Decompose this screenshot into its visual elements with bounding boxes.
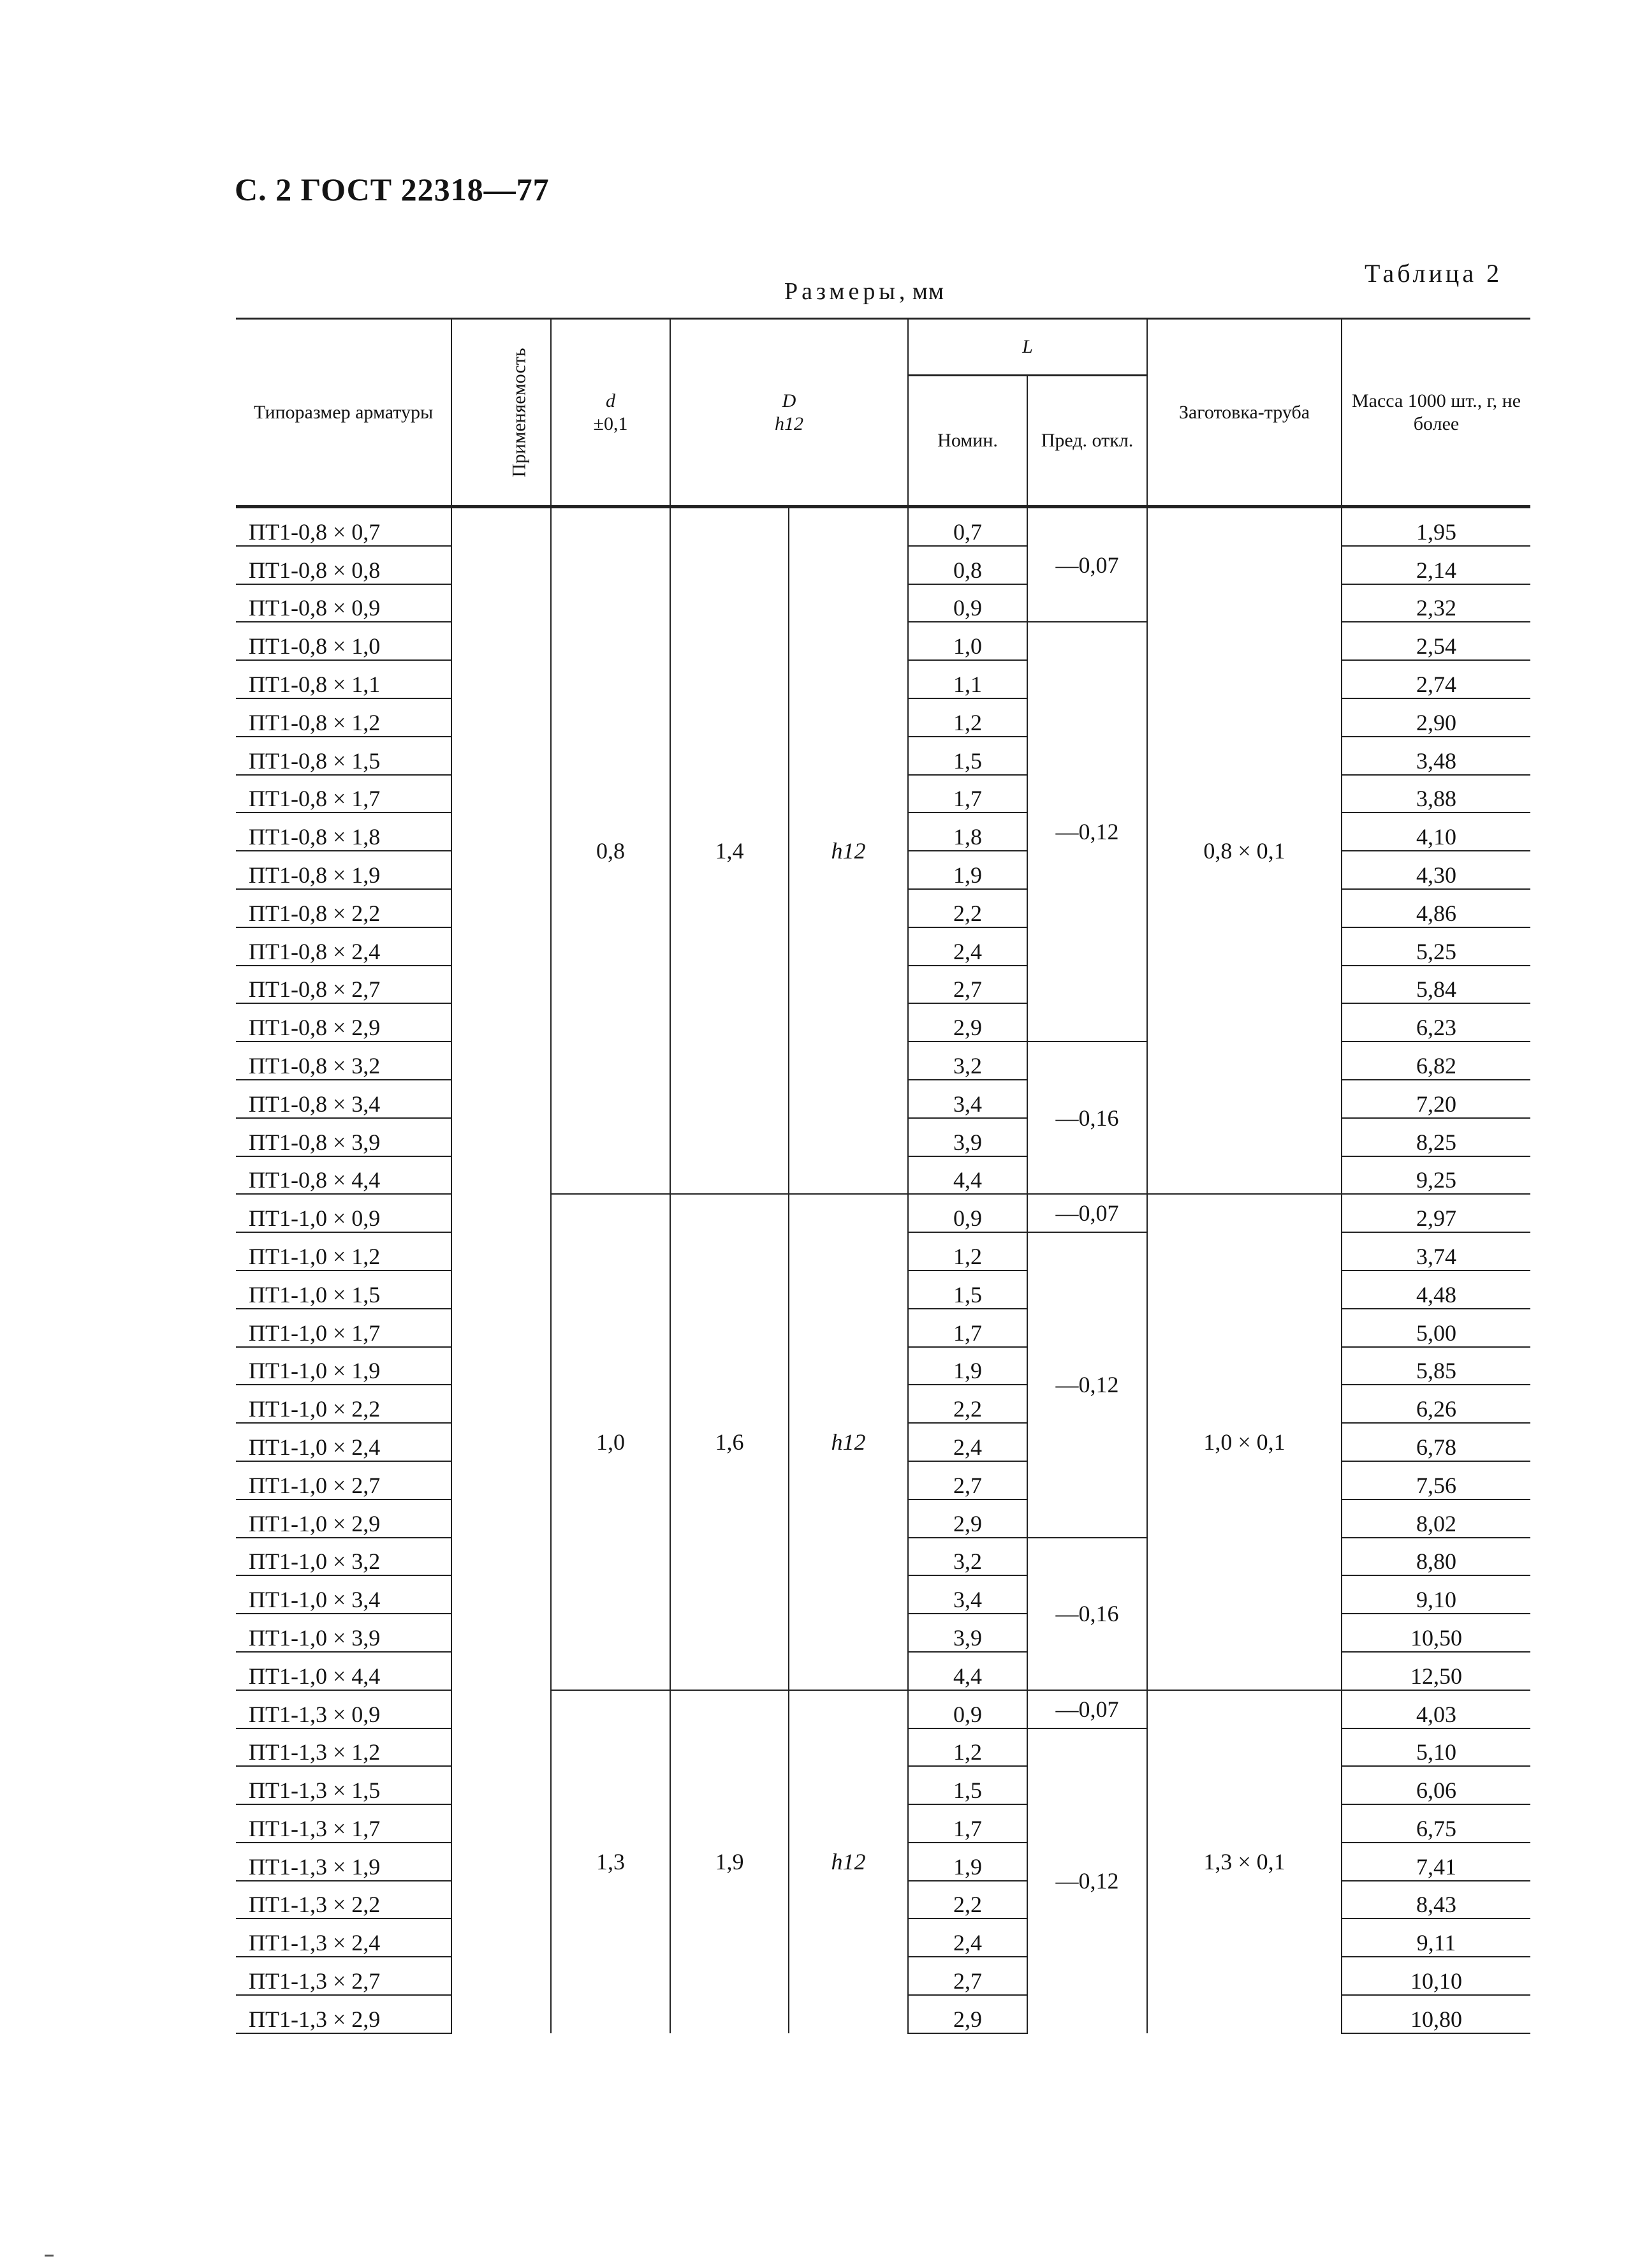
cell-nominal-L: 3,4: [908, 1080, 1027, 1118]
cell-type: ПТ1-0,8 × 2,2: [236, 889, 451, 927]
cell-deviation: —0,12: [1027, 622, 1147, 1042]
cell-applicability: [451, 775, 551, 813]
cell-mass: 4,30: [1342, 851, 1530, 889]
cell-applicability: [451, 1347, 551, 1385]
cell-nominal-L: 3,9: [908, 1614, 1027, 1652]
cell-nominal-L: 1,0: [908, 622, 1027, 660]
cell-deviation: —0,12: [1027, 1728, 1147, 2033]
cell-type: ПТ1-0,8 × 0,8: [236, 546, 451, 584]
cell-applicability: [451, 1843, 551, 1881]
cell-mass: 5,00: [1342, 1309, 1530, 1347]
cell-applicability: [451, 1194, 551, 1232]
cell-applicability: [451, 1232, 551, 1270]
cell-tolerance: h12: [789, 507, 908, 1195]
cell-d: 1,0: [551, 1194, 670, 1690]
cell-type: ПТ1-1,0 × 1,2: [236, 1232, 451, 1270]
cell-type: ПТ1-0,8 × 1,7: [236, 775, 451, 813]
cell-applicability: [451, 1118, 551, 1156]
cell-nominal-L: 4,4: [908, 1652, 1027, 1690]
cell-mass: 5,25: [1342, 927, 1530, 966]
units-suffix: , мм: [898, 278, 945, 305]
cell-type: ПТ1-0,8 × 0,7: [236, 507, 451, 546]
cell-type: ПТ1-1,0 × 3,4: [236, 1575, 451, 1614]
cell-mass: 9,11: [1342, 1918, 1530, 1957]
cell-type: ПТ1-1,3 × 1,7: [236, 1804, 451, 1843]
cell-blank-tube: 1,3 × 0,1: [1147, 1690, 1342, 2033]
cell-applicability: [451, 584, 551, 622]
cell-type: ПТ1-1,3 × 1,5: [236, 1766, 451, 1804]
cell-type: ПТ1-0,8 × 4,4: [236, 1156, 451, 1195]
cell-mass: 4,48: [1342, 1270, 1530, 1309]
cell-type: ПТ1-0,8 × 3,4: [236, 1080, 451, 1118]
cell-type: ПТ1-1,0 × 2,2: [236, 1385, 451, 1423]
cell-applicability: [451, 698, 551, 737]
cell-type: ПТ1-1,0 × 1,5: [236, 1270, 451, 1309]
cell-mass: 2,14: [1342, 546, 1530, 584]
cell-type: ПТ1-1,0 × 3,9: [236, 1614, 451, 1652]
cell-applicability: [451, 851, 551, 889]
cell-nominal-L: 1,7: [908, 1309, 1027, 1347]
cell-type: ПТ1-0,8 × 2,7: [236, 966, 451, 1004]
cell-mass: 5,10: [1342, 1728, 1530, 1767]
cell-applicability: [451, 1156, 551, 1195]
cell-nominal-L: 3,2: [908, 1042, 1027, 1080]
cell-nominal-L: 0,9: [908, 584, 1027, 622]
units-caption: [784, 277, 944, 306]
cell-type: ПТ1-0,8 × 1,9: [236, 851, 451, 889]
cell-mass: 2,74: [1342, 660, 1530, 698]
cell-type: ПТ1-0,8 × 2,4: [236, 927, 451, 966]
page-edge-mark: [45, 2255, 54, 2257]
cell-nominal-L: 2,7: [908, 1461, 1027, 1499]
cell-type: ПТ1-1,3 × 2,4: [236, 1918, 451, 1957]
cell-D: 1,4: [670, 507, 789, 1195]
cell-nominal-L: 0,8: [908, 546, 1027, 584]
cell-mass: 5,85: [1342, 1347, 1530, 1385]
table-row: [236, 1690, 1530, 1728]
cell-type: ПТ1-1,3 × 1,2: [236, 1728, 451, 1767]
cell-nominal-L: 3,9: [908, 1118, 1027, 1156]
cell-nominal-L: 1,8: [908, 813, 1027, 851]
cell-applicability: [451, 660, 551, 698]
cell-deviation: —0,16: [1027, 1538, 1147, 1690]
cell-applicability: [451, 1003, 551, 1042]
cell-nominal-L: 1,9: [908, 1843, 1027, 1881]
cell-nominal-L: 1,5: [908, 1766, 1027, 1804]
cell-nominal-L: 3,4: [908, 1575, 1027, 1614]
cell-nominal-L: 1,2: [908, 1232, 1027, 1270]
cell-type: ПТ1-1,0 × 3,2: [236, 1538, 451, 1576]
cell-nominal-L: 2,2: [908, 1881, 1027, 1919]
cell-nominal-L: 2,4: [908, 1918, 1027, 1957]
cell-nominal-L: 1,9: [908, 851, 1027, 889]
cell-applicability: [451, 1042, 551, 1080]
cell-mass: 2,54: [1342, 622, 1530, 660]
cell-deviation: —0,16: [1027, 1042, 1147, 1194]
cell-type: ПТ1-1,3 × 0,9: [236, 1690, 451, 1728]
cell-type: ПТ1-1,3 × 1,9: [236, 1843, 451, 1881]
cell-applicability: [451, 1918, 551, 1957]
cell-mass: 6,06: [1342, 1766, 1530, 1804]
cell-mass: 6,75: [1342, 1804, 1530, 1843]
table-row: [236, 1194, 1530, 1232]
cell-applicability: [451, 1538, 551, 1576]
cell-applicability: [451, 622, 551, 660]
cell-type: ПТ1-0,8 × 3,2: [236, 1042, 451, 1080]
table-label: Таблица 2: [1365, 259, 1503, 288]
cell-mass: 3,74: [1342, 1232, 1530, 1270]
cell-applicability: [451, 1499, 551, 1538]
cell-type: ПТ1-1,0 × 2,9: [236, 1499, 451, 1538]
cell-nominal-L: 0,9: [908, 1690, 1027, 1728]
cell-applicability: [451, 1881, 551, 1919]
cell-applicability: [451, 1652, 551, 1690]
cell-applicability: [451, 1957, 551, 1995]
cell-mass: 6,26: [1342, 1385, 1530, 1423]
cell-mass: 4,03: [1342, 1690, 1530, 1728]
cell-nominal-L: 4,4: [908, 1156, 1027, 1195]
cell-mass: 6,78: [1342, 1423, 1530, 1461]
cell-type: ПТ1-0,8 × 1,8: [236, 813, 451, 851]
cell-type: ПТ1-0,8 × 1,2: [236, 698, 451, 737]
cell-nominal-L: 1,2: [908, 698, 1027, 737]
cell-nominal-L: 2,7: [908, 966, 1027, 1004]
cell-deviation: —0,12: [1027, 1232, 1147, 1537]
cell-applicability: [451, 737, 551, 775]
cell-type: ПТ1-1,0 × 1,9: [236, 1347, 451, 1385]
cell-mass: 9,25: [1342, 1156, 1530, 1195]
cell-mass: 10,50: [1342, 1614, 1530, 1652]
cell-nominal-L: 2,9: [908, 1499, 1027, 1538]
cell-mass: 2,32: [1342, 584, 1530, 622]
table-body: [236, 507, 1530, 2033]
cell-applicability: [451, 507, 551, 546]
cell-type: ПТ1-1,0 × 4,4: [236, 1652, 451, 1690]
cell-type: ПТ1-1,3 × 2,2: [236, 1881, 451, 1919]
cell-applicability: [451, 1614, 551, 1652]
cell-type: ПТ1-0,8 × 0,9: [236, 584, 451, 622]
cell-mass: 9,10: [1342, 1575, 1530, 1614]
cell-type: ПТ1-1,0 × 2,7: [236, 1461, 451, 1499]
cell-mass: 7,41: [1342, 1843, 1530, 1881]
cell-mass: 8,02: [1342, 1499, 1530, 1538]
cell-applicability: [451, 927, 551, 966]
cell-mass: 12,50: [1342, 1652, 1530, 1690]
cell-nominal-L: 1,2: [908, 1728, 1027, 1767]
cell-nominal-L: 2,4: [908, 1423, 1027, 1461]
cell-d: 1,3: [551, 1690, 670, 2033]
cell-nominal-L: 2,9: [908, 1003, 1027, 1042]
cell-mass: 2,90: [1342, 698, 1530, 737]
cell-applicability: [451, 1804, 551, 1843]
cell-mass: 7,56: [1342, 1461, 1530, 1499]
cell-applicability: [451, 1080, 551, 1118]
page-header: С. 2 ГОСТ 22318—77: [235, 172, 550, 207]
cell-type: ПТ1-0,8 × 1,5: [236, 737, 451, 775]
table-row: [236, 507, 1530, 546]
cell-mass: 3,88: [1342, 775, 1530, 813]
cell-applicability: [451, 1423, 551, 1461]
cell-mass: 10,10: [1342, 1957, 1530, 1995]
cell-type: ПТ1-0,8 × 1,1: [236, 660, 451, 698]
cell-mass: 8,80: [1342, 1538, 1530, 1576]
cell-mass: 6,82: [1342, 1042, 1530, 1080]
cell-type: ПТ1-1,0 × 0,9: [236, 1194, 451, 1232]
cell-nominal-L: 1,9: [908, 1347, 1027, 1385]
cell-mass: 8,43: [1342, 1881, 1530, 1919]
cell-nominal-L: 2,2: [908, 889, 1027, 927]
cell-tolerance: h12: [789, 1194, 908, 1690]
cell-mass: 2,97: [1342, 1194, 1530, 1232]
cell-mass: 4,86: [1342, 889, 1530, 927]
cell-nominal-L: 1,7: [908, 775, 1027, 813]
cell-deviation: —0,07: [1027, 1194, 1147, 1232]
col-header-deviation: Пред. откл.: [1027, 376, 1147, 507]
cell-mass: 6,23: [1342, 1003, 1530, 1042]
cell-type: ПТ1-1,3 × 2,9: [236, 1995, 451, 2033]
units-word: Размеры: [784, 278, 899, 305]
cell-applicability: [451, 1461, 551, 1499]
cell-applicability: [451, 1995, 551, 2033]
col-header-d: d ±0,1: [551, 319, 670, 507]
col-header-L: L: [908, 319, 1147, 376]
cell-mass: 5,84: [1342, 966, 1530, 1004]
col-header-blank: Заготовка-труба: [1147, 319, 1342, 507]
cell-deviation: —0,07: [1027, 507, 1147, 622]
cell-mass: 8,25: [1342, 1118, 1530, 1156]
cell-mass: 7,20: [1342, 1080, 1530, 1118]
cell-applicability: [451, 1575, 551, 1614]
cell-nominal-L: 2,9: [908, 1995, 1027, 2033]
cell-nominal-L: 3,2: [908, 1538, 1027, 1576]
cell-applicability: [451, 1270, 551, 1309]
cell-applicability: [451, 966, 551, 1004]
cell-nominal-L: 1,5: [908, 1270, 1027, 1309]
cell-D: 1,9: [670, 1690, 789, 2033]
col-header-D: D h12: [670, 319, 908, 507]
cell-deviation: —0,07: [1027, 1690, 1147, 1728]
cell-mass: 1,95: [1342, 507, 1530, 546]
cell-nominal-L: 2,2: [908, 1385, 1027, 1423]
cell-applicability: [451, 1728, 551, 1767]
cell-applicability: [451, 1385, 551, 1423]
cell-applicability: [451, 889, 551, 927]
cell-type: ПТ1-0,8 × 1,0: [236, 622, 451, 660]
cell-applicability: [451, 1309, 551, 1347]
cell-applicability: [451, 1690, 551, 1728]
cell-tolerance: h12: [789, 1690, 908, 2033]
col-header-nominal: Номин.: [908, 376, 1027, 507]
cell-type: ПТ1-1,0 × 2,4: [236, 1423, 451, 1461]
cell-nominal-L: 2,4: [908, 927, 1027, 966]
cell-nominal-L: 1,7: [908, 1804, 1027, 1843]
cell-mass: 10,80: [1342, 1995, 1530, 2033]
col-header-mass: Масса 1000 шт., г, не более: [1342, 319, 1530, 507]
col-header-type: Типоразмер арматуры: [236, 319, 451, 507]
cell-mass: 4,10: [1342, 813, 1530, 851]
cell-D: 1,6: [670, 1194, 789, 1690]
cell-nominal-L: 2,7: [908, 1957, 1027, 1995]
cell-type: ПТ1-1,3 × 2,7: [236, 1957, 451, 1995]
cell-applicability: [451, 1766, 551, 1804]
cell-d: 0,8: [551, 507, 670, 1195]
cell-nominal-L: 1,5: [908, 737, 1027, 775]
cell-nominal-L: 1,1: [908, 660, 1027, 698]
cell-type: ПТ1-0,8 × 3,9: [236, 1118, 451, 1156]
cell-blank-tube: 1,0 × 0,1: [1147, 1194, 1342, 1690]
cell-type: ПТ1-0,8 × 2,9: [236, 1003, 451, 1042]
cell-type: ПТ1-1,0 × 1,7: [236, 1309, 451, 1347]
col-header-applicability: Применяемость: [451, 319, 551, 507]
cell-applicability: [451, 813, 551, 851]
cell-blank-tube: 0,8 × 0,1: [1147, 507, 1342, 1195]
cell-mass: 3,48: [1342, 737, 1530, 775]
cell-nominal-L: 0,9: [908, 1194, 1027, 1232]
cell-applicability: [451, 546, 551, 584]
dimensions-table: [236, 318, 1530, 2034]
cell-nominal-L: 0,7: [908, 507, 1027, 546]
